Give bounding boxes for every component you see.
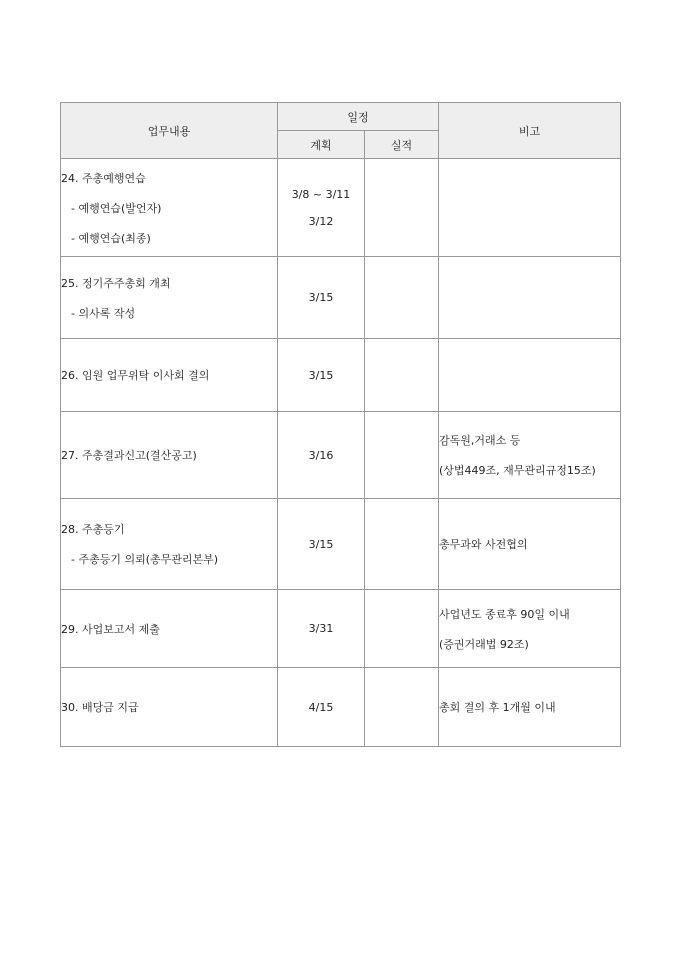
task-title: 25. 정기주주총회 개최 (61, 276, 171, 290)
task-title: 24. 주총예행연습 (61, 171, 146, 185)
table-row (61, 590, 621, 668)
remark-line: (증권거래법 92조) (439, 637, 529, 651)
table-row (61, 339, 621, 412)
header-remark: 비고 (439, 103, 621, 159)
plan-cell (278, 590, 365, 668)
plan-cell (278, 159, 365, 257)
plan-date: 3/15 (308, 291, 334, 304)
actual-cell (365, 590, 439, 668)
task-subitem: - 주총등기 의뢰(총무관리본부) (71, 553, 219, 566)
plan-cell (278, 412, 365, 499)
actual-cell (365, 412, 439, 499)
task-cell (61, 257, 278, 339)
plan-date: 3/12 (308, 214, 334, 228)
remark-cell (439, 412, 621, 499)
task-title: 27. 주총결과신고(결산공고) (61, 449, 197, 462)
remark-cell (439, 590, 621, 668)
remark-cell (439, 339, 621, 412)
actual-cell (365, 499, 439, 590)
remark-cell (439, 257, 621, 339)
plan-date: 3/16 (308, 448, 334, 462)
remark-cell (439, 668, 621, 747)
remark-line: 총무과와 사전협의 (439, 538, 528, 551)
actual-cell (365, 668, 439, 747)
task-cell (61, 159, 278, 257)
task-title: 29. 사업보고서 제출 (61, 622, 160, 636)
remark-line: 감독원,거래소 등 (439, 434, 521, 447)
table-row (61, 412, 621, 499)
task-cell (61, 668, 278, 747)
task-subitem: - 의사록 작성 (71, 306, 136, 320)
task-title: 28. 주총등기 (61, 523, 125, 536)
task-subitem: - 예행연습(최종) (71, 231, 151, 245)
plan-cell (278, 339, 365, 412)
plan-cell (278, 668, 365, 747)
remark-cell (439, 499, 621, 590)
task-subitem: - 예행연습(발언자) (71, 201, 162, 215)
plan-date: 3/15 (308, 537, 334, 551)
plan-cell (278, 257, 365, 339)
table-row (61, 159, 621, 257)
header-task: 업무내용 (61, 103, 278, 159)
table-row (61, 499, 621, 590)
plan-date: 4/15 (308, 700, 334, 714)
plan-date: 3/8 ~ 3/11 (291, 187, 351, 201)
plan-cell (278, 499, 365, 590)
actual-cell (365, 339, 439, 412)
table-row (61, 257, 621, 339)
schedule-table (60, 102, 621, 747)
task-cell (61, 339, 278, 412)
remark-line: (상법449조, 재무관리규정15조) (439, 464, 596, 477)
remark-line: 총회 결의 후 1개월 이내 (439, 701, 556, 714)
remark-line: 사업년도 종료후 90일 이내 (439, 607, 570, 621)
task-cell (61, 499, 278, 590)
header-plan: 계획 (278, 131, 365, 159)
plan-date: 3/15 (308, 368, 334, 382)
plan-date: 3/31 (308, 622, 334, 635)
header-schedule: 일정 (278, 103, 439, 131)
table-row (61, 668, 621, 747)
task-title: 30. 배당금 지급 (61, 701, 139, 714)
task-cell (61, 412, 278, 499)
actual-cell (365, 159, 439, 257)
remark-cell (439, 159, 621, 257)
header-actual: 실적 (365, 131, 439, 159)
task-cell (61, 590, 278, 668)
actual-cell (365, 257, 439, 339)
task-title: 26. 임원 업무위탁 이사회 결의 (61, 369, 210, 382)
